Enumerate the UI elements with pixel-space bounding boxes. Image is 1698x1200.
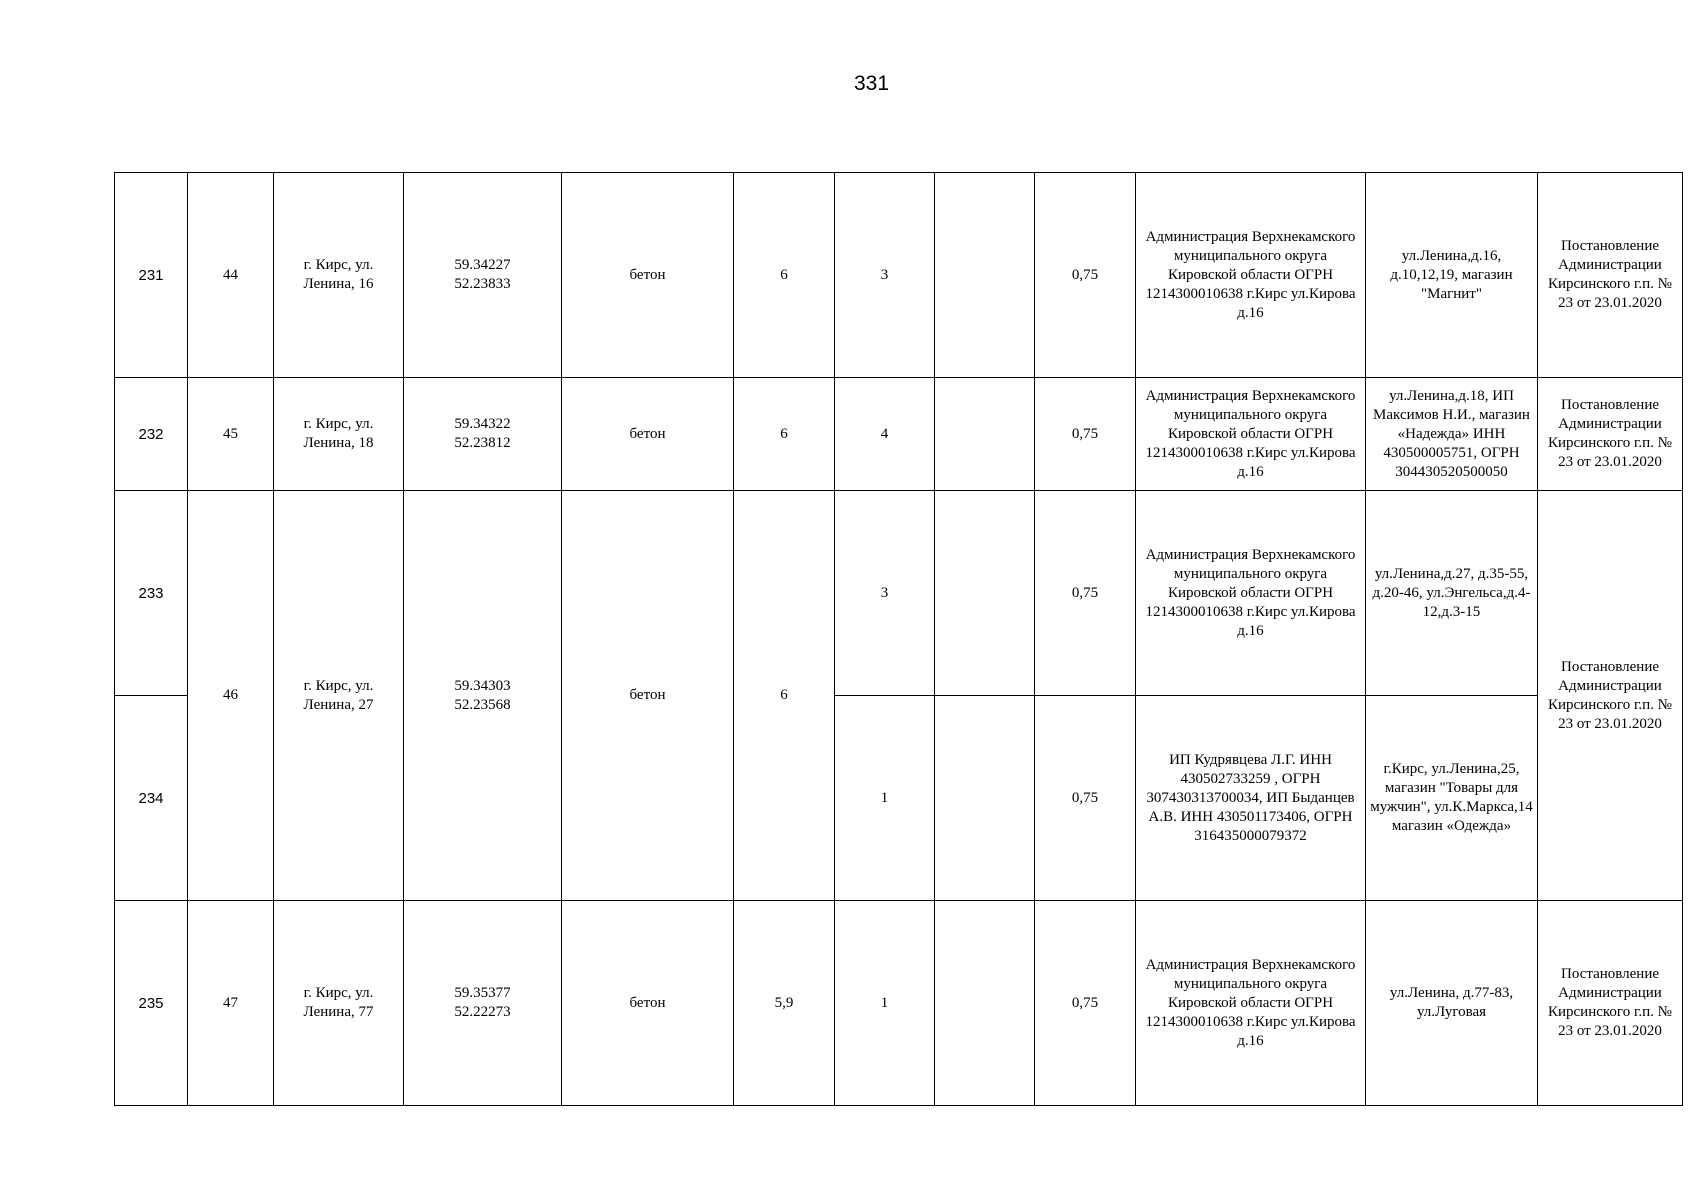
container-volume-cell: 0,75: [1035, 173, 1136, 378]
container-volume-cell: 0,75: [1035, 901, 1136, 1106]
area-cell: 6: [734, 173, 835, 378]
waste-sources-cell: г.Кирс, ул.Ленина,25, магазин "Товары для мужчин", ул.К.Маркса,14 магазин «Одежда»: [1366, 696, 1538, 901]
longitude: 52.23833: [454, 276, 511, 292]
page-number: 331: [853, 72, 890, 95]
row-number-cell: 233: [115, 491, 188, 696]
container-count-cell: 1: [835, 696, 935, 901]
table-row: [115, 173, 1683, 378]
surface-material-cell: бетон: [562, 491, 734, 901]
site-id-cell: 47: [188, 901, 274, 1106]
row-number-cell: 234: [115, 696, 188, 901]
table-row: [115, 901, 1683, 1106]
waste-sources-cell: ул.Ленина, д.77-83, ул.Луговая: [1366, 901, 1538, 1106]
area-cell: 5,9: [734, 901, 835, 1106]
waste-sources-cell: ул.Ленина,д.18, ИП Максимов Н.И., магазин «Надежда» ИНН 430500005751, ОГРН 304430520500050: [1366, 378, 1538, 491]
container-count-cell: 1: [835, 901, 935, 1106]
registry-table: [114, 172, 1683, 1106]
latitude: 59.34322: [454, 416, 511, 432]
owner-cell: Администрация Верхнекамского муниципального округа Кировской области ОГРН 1214300010638 г.Кирс ул.Кирова д.16: [1136, 491, 1366, 696]
container-volume-cell: 0,75: [1035, 696, 1136, 901]
address-cell: г. Кирс, ул. Ленина, 18: [274, 378, 404, 491]
owner-cell: Администрация Верхнекамского муниципального округа Кировской области ОГРН 1214300010638 г.Кирс ул.Кирова д.16: [1136, 901, 1366, 1106]
decree-cell: Постановление Администрации Кирсинского г.п. № 23 от 23.01.2020: [1538, 491, 1683, 901]
empty-cell: [935, 901, 1035, 1106]
table-row: [115, 378, 1683, 491]
longitude: 52.23812: [454, 435, 511, 451]
container-count-cell: 3: [835, 491, 935, 696]
site-id-cell: 46: [188, 491, 274, 901]
area-cell: 6: [734, 378, 835, 491]
address-cell: г. Кирс, ул. Ленина, 16: [274, 173, 404, 378]
owner-cell: Администрация Верхнекамского муниципального округа Кировской области ОГРН 1214300010638 г.Кирс ул.Кирова д.16: [1136, 173, 1366, 378]
longitude: 52.23568: [454, 696, 511, 713]
container-count-cell: 4: [835, 378, 935, 491]
area-cell: 6: [734, 491, 835, 901]
empty-cell: [935, 378, 1035, 491]
coordinates-cell: [404, 901, 562, 1106]
surface-material-cell: бетон: [562, 901, 734, 1106]
coordinates-cell: [404, 173, 562, 378]
coordinates-cell: [404, 491, 562, 901]
empty-cell: [935, 173, 1035, 378]
address-cell: г. Кирс, ул. Ленина, 77: [274, 901, 404, 1106]
row-number-cell: 235: [115, 901, 188, 1106]
owner-cell: Администрация Верхнекамского муниципального округа Кировской области ОГРН 1214300010638 г.Кирс ул.Кирова д.16: [1136, 378, 1366, 491]
container-volume-cell: 0,75: [1035, 378, 1136, 491]
surface-material-cell: бетон: [562, 173, 734, 378]
row-number-cell: 231: [115, 173, 188, 378]
site-id-cell: 45: [188, 378, 274, 491]
latitude: 59.34227: [454, 257, 511, 273]
site-id-cell: 44: [188, 173, 274, 378]
longitude: 52.22273: [454, 1004, 511, 1020]
owner-cell: ИП Кудрявцева Л.Г. ИНН 430502733259 , ОГРН 307430313700034, ИП Быданцев А.В. ИНН 430501173406, ОГРН 316435000079372: [1136, 696, 1366, 901]
coordinates-cell: [404, 378, 562, 491]
waste-sources-cell: ул.Ленина,д.27, д.35-55, д.20-46, ул.Энгельса,д.4-12,д.3-15: [1366, 491, 1538, 696]
row-number-cell: 232: [115, 378, 188, 491]
empty-cell: [935, 696, 1035, 901]
surface-material-cell: бетон: [562, 378, 734, 491]
decree-cell: Постановление Администрации Кирсинского г.п. № 23 от 23.01.2020: [1538, 378, 1683, 491]
waste-sources-cell: ул.Ленина,д.16, д.10,12,19, магазин "Магнит": [1366, 173, 1538, 378]
latitude: 59.35377: [454, 985, 511, 1001]
table-row: [115, 491, 1683, 696]
container-count-cell: 3: [835, 173, 935, 378]
address-cell: г. Кирс, ул. Ленина, 27: [274, 491, 404, 901]
decree-cell: Постановление Администрации Кирсинского г.п. № 23 от 23.01.2020: [1538, 173, 1683, 378]
empty-cell: [935, 491, 1035, 696]
decree-cell: Постановление Администрации Кирсинского г.п. № 23 от 23.01.2020: [1538, 901, 1683, 1106]
container-volume-cell: 0,75: [1035, 491, 1136, 696]
latitude: 59.34303: [454, 677, 511, 694]
